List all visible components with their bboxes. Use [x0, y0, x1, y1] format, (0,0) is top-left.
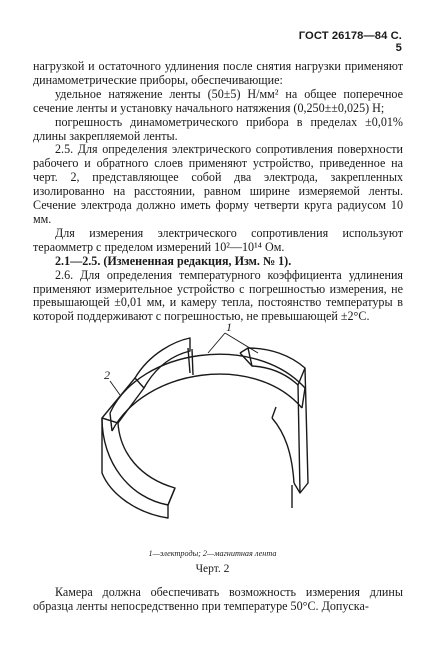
figure-label-1: 1 — [226, 323, 232, 334]
paragraph: Для измерения электрического сопротивления используют тераомметр с пределом измерений 10²—10¹⁴ Ом. — [33, 225, 403, 254]
electrode-device-drawing — [80, 323, 330, 533]
amendment-note: 2.1—2.5. (Измененная редакция, Изм. № 1). — [55, 253, 292, 268]
paragraph: удельное натяжение ленты (50±5) Н/мм² на общее поперечное сечение ленты и установку начального натяжения (0,250±±0,025) Н; — [33, 86, 403, 115]
body-text — [33, 60, 403, 324]
figure-caption: 1—электроды; 2—магнитная лента — [148, 549, 277, 558]
bottom-paragraph — [33, 585, 403, 613]
paragraph: Камера должна обеспечивать возможность измерения длины образца ленты непосредственно при температуре 50°С. Допуска- — [33, 585, 403, 613]
paragraph: 2.6. Для определения температурного коэффициента удлинения применяют измерительное устройство с погрешностью измерения, не превышающей ±0,01 мм, и камеру тепла, постоянство температуры в которой поддерживают с погрешностью, не превышающей ±2°С. — [33, 267, 403, 324]
paragraph: 2.5. Для определения электрического сопротивления поверхности рабочего и обратного слоев применяют устройство, приведенное на черт. 2, представляющее собой два электрода, закрепленных изолированно на расстоянии, равном ширине измеряемой ленты. Сечение электрода должно иметь форму четверти круга радиусом 10 мм. — [33, 142, 403, 226]
running-title: ГОСТ 26178—84 С. 5 — [298, 30, 402, 54]
left-electrode — [135, 338, 190, 388]
figure-label-2: 2 — [104, 368, 110, 382]
figure-title: Черт. 2 — [195, 563, 230, 575]
paragraph: нагрузкой и остаточного удлинения после снятия нагрузки применяют динамометрические приборы, обеспечивающие: — [33, 59, 403, 87]
paragraph: погрешность динамометрического прибора в пределах ±0,01% длины закрепляемой ленты. — [33, 114, 403, 143]
